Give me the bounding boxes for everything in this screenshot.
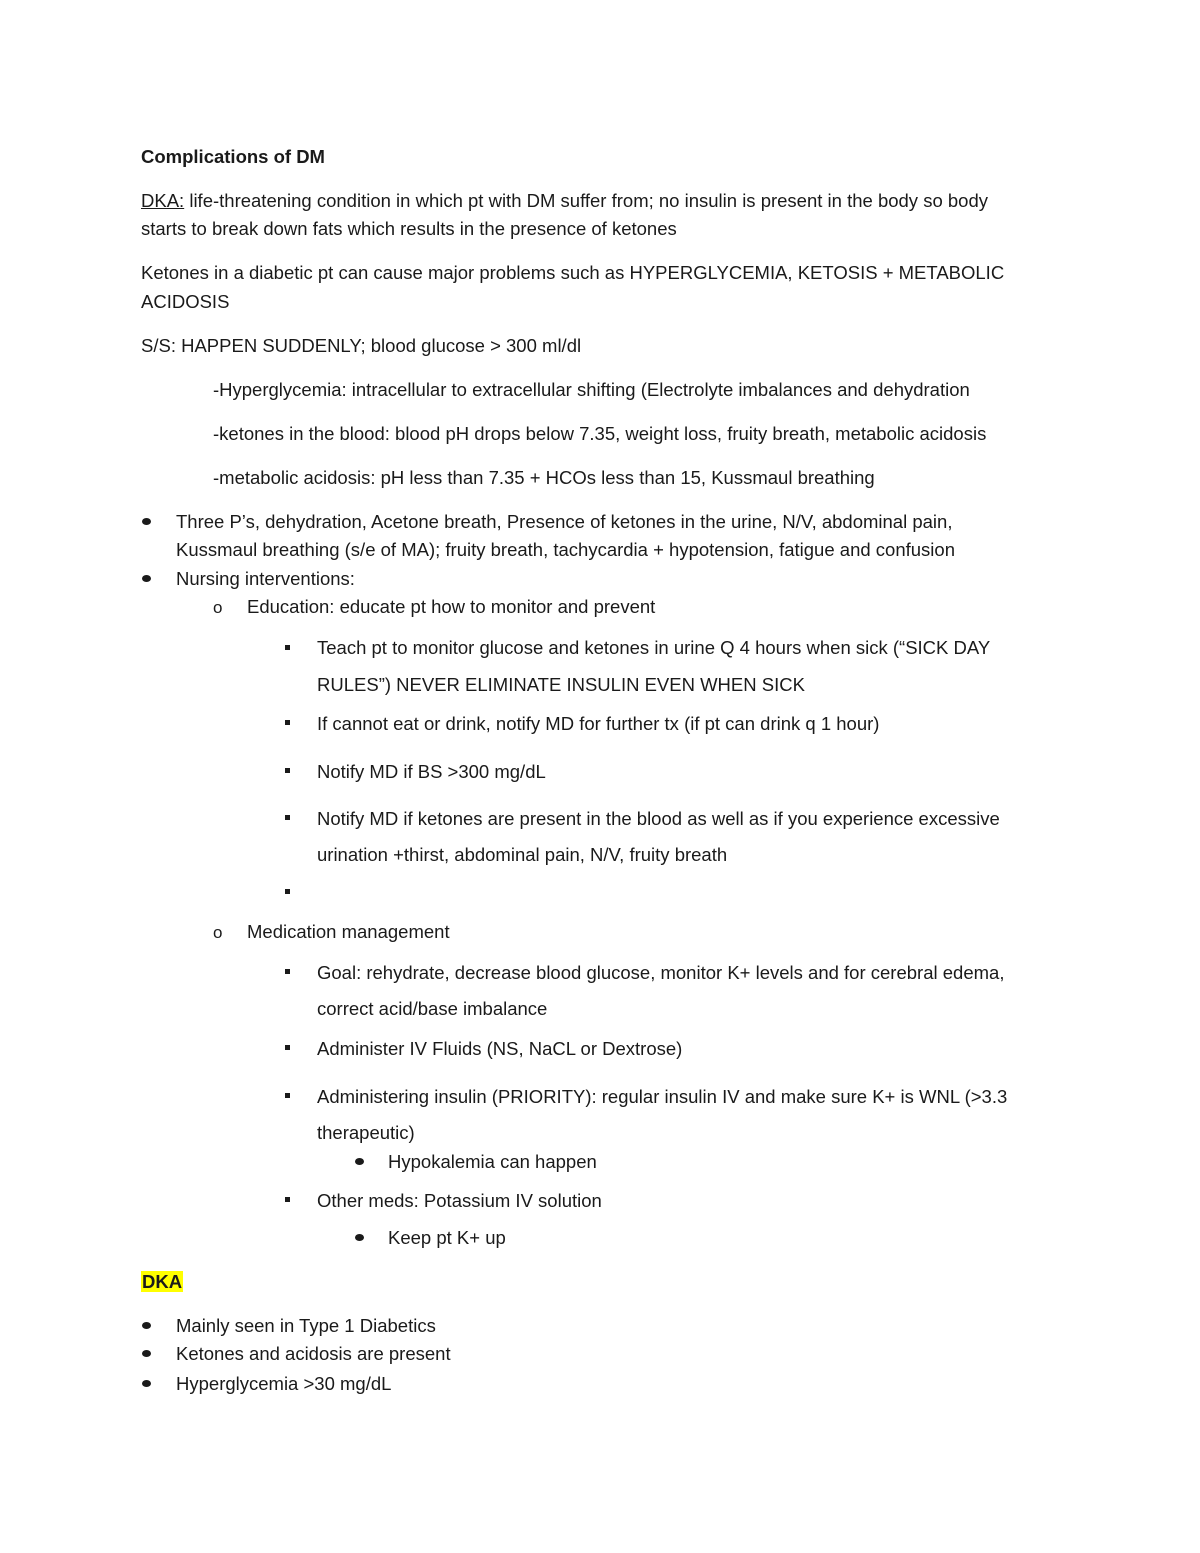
dka-definition-line-2: starts to break down fats which results in the presence of ketones: [141, 218, 677, 239]
dka-label: DKA:: [141, 190, 185, 211]
square-bullet-icon: [285, 768, 290, 773]
bullet-icon: [142, 518, 151, 525]
med-item-other-meds: Other meds: Potassium IV solution: [317, 1190, 602, 1211]
edu-item-notify-ketones-line-1: Notify MD if ketones are present in the blood as well as if you experience excessive: [317, 808, 1000, 829]
square-bullet-icon: [285, 1197, 290, 1202]
med-item-iv-fluids: Administer IV Fluids (NS, NaCL or Dextrose): [317, 1038, 683, 1059]
bullet-icon: [142, 1380, 151, 1387]
edu-item-notify-ketones-line-2: urination +thirst, abdominal pain, N/V, fruity breath: [317, 844, 728, 865]
bullet-nursing-interventions: Nursing interventions:: [176, 568, 355, 589]
ketones-paragraph-line-1: Ketones in a diabetic pt can cause major problems such as HYPERGLYCEMIA, KETOSIS + METABOLIC: [141, 262, 1005, 283]
ketones-paragraph-line-2: ACIDOSIS: [141, 291, 230, 312]
dka-definition-line-1: [141, 190, 988, 212]
medication-management-item: Medication management: [247, 921, 450, 942]
square-bullet-icon: [285, 889, 290, 894]
bullet-icon: [355, 1234, 364, 1241]
document-title: Complications of DM: [141, 146, 325, 167]
ss-item-hyperglycemia: -Hyperglycemia: intracellular to extracellular shifting (Electrolyte imbalances and dehydration: [213, 379, 970, 400]
square-bullet-icon: [285, 1045, 290, 1050]
edu-item-cannot-eat: If cannot eat or drink, notify MD for further tx (if pt can drink q 1 hour): [317, 713, 880, 734]
edu-item-notify-bs: Notify MD if BS >300 mg/dL: [317, 761, 546, 782]
bullet-icon: [142, 1322, 151, 1329]
square-bullet-icon: [285, 969, 290, 974]
bullet-symptoms-line-2: Kussmaul breathing (s/e of MA); fruity breath, tachycardia + hypotension, fatigue and confusion: [176, 539, 955, 560]
bullet-icon: [355, 1158, 364, 1165]
med-item-insulin-line-1: Administering insulin (PRIORITY): regular insulin IV and make sure K+ is WNL (>3.3: [317, 1086, 1008, 1107]
square-bullet-icon: [285, 1093, 290, 1098]
dka-list-item: Hyperglycemia >30 mg/dL: [176, 1373, 392, 1394]
education-item: Education: educate pt how to monitor and prevent: [247, 596, 656, 617]
dka-heading-highlight: DKA: [142, 1271, 183, 1292]
dka-definition-text: life-threatening condition in which pt with DM suffer from; no insulin is present in the body so body: [184, 190, 988, 211]
ss-item-ketones: -ketones in the blood: blood pH drops below 7.35, weight loss, fruity breath, metabolic acidosis: [213, 423, 987, 444]
med-subitem-hypokalemia: Hypokalemia can happen: [388, 1151, 597, 1172]
signs-symptoms-line: S/S: HAPPEN SUDDENLY; blood glucose > 300 ml/dl: [141, 335, 582, 356]
dka-list-item: Mainly seen in Type 1 Diabetics: [176, 1315, 436, 1336]
bullet-icon: [142, 1350, 151, 1357]
med-item-goal-line-2: correct acid/base imbalance: [317, 998, 548, 1019]
square-bullet-icon: [285, 720, 290, 725]
dka-list-item: Ketones and acidosis are present: [176, 1343, 451, 1364]
edu-item-teach-line-1: Teach pt to monitor glucose and ketones in urine Q 4 hours when sick (“SICK DAY: [317, 637, 991, 658]
square-bullet-icon: [285, 645, 290, 650]
square-bullet-icon: [285, 815, 290, 820]
edu-item-teach-line-2: RULES”) NEVER ELIMINATE INSULIN EVEN WHEN SICK: [317, 674, 805, 695]
circle-bullet-icon: o: [213, 923, 223, 942]
bullet-icon: [142, 575, 151, 582]
bullet-symptoms-line-1: Three P’s, dehydration, Acetone breath, Presence of ketones in the urine, N/V, abdominal pain,: [176, 511, 953, 532]
med-subitem-keep-k: Keep pt K+ up: [388, 1227, 506, 1248]
dka-heading: [141, 1271, 183, 1293]
med-item-insulin-line-2: therapeutic): [317, 1122, 415, 1143]
med-item-goal-line-1: Goal: rehydrate, decrease blood glucose, monitor K+ levels and for cerebral edema,: [317, 962, 1005, 983]
ss-item-metabolic-acidosis: -metabolic acidosis: pH less than 7.35 + HCOs less than 15, Kussmaul breathing: [213, 467, 875, 488]
circle-bullet-icon: o: [213, 598, 223, 617]
